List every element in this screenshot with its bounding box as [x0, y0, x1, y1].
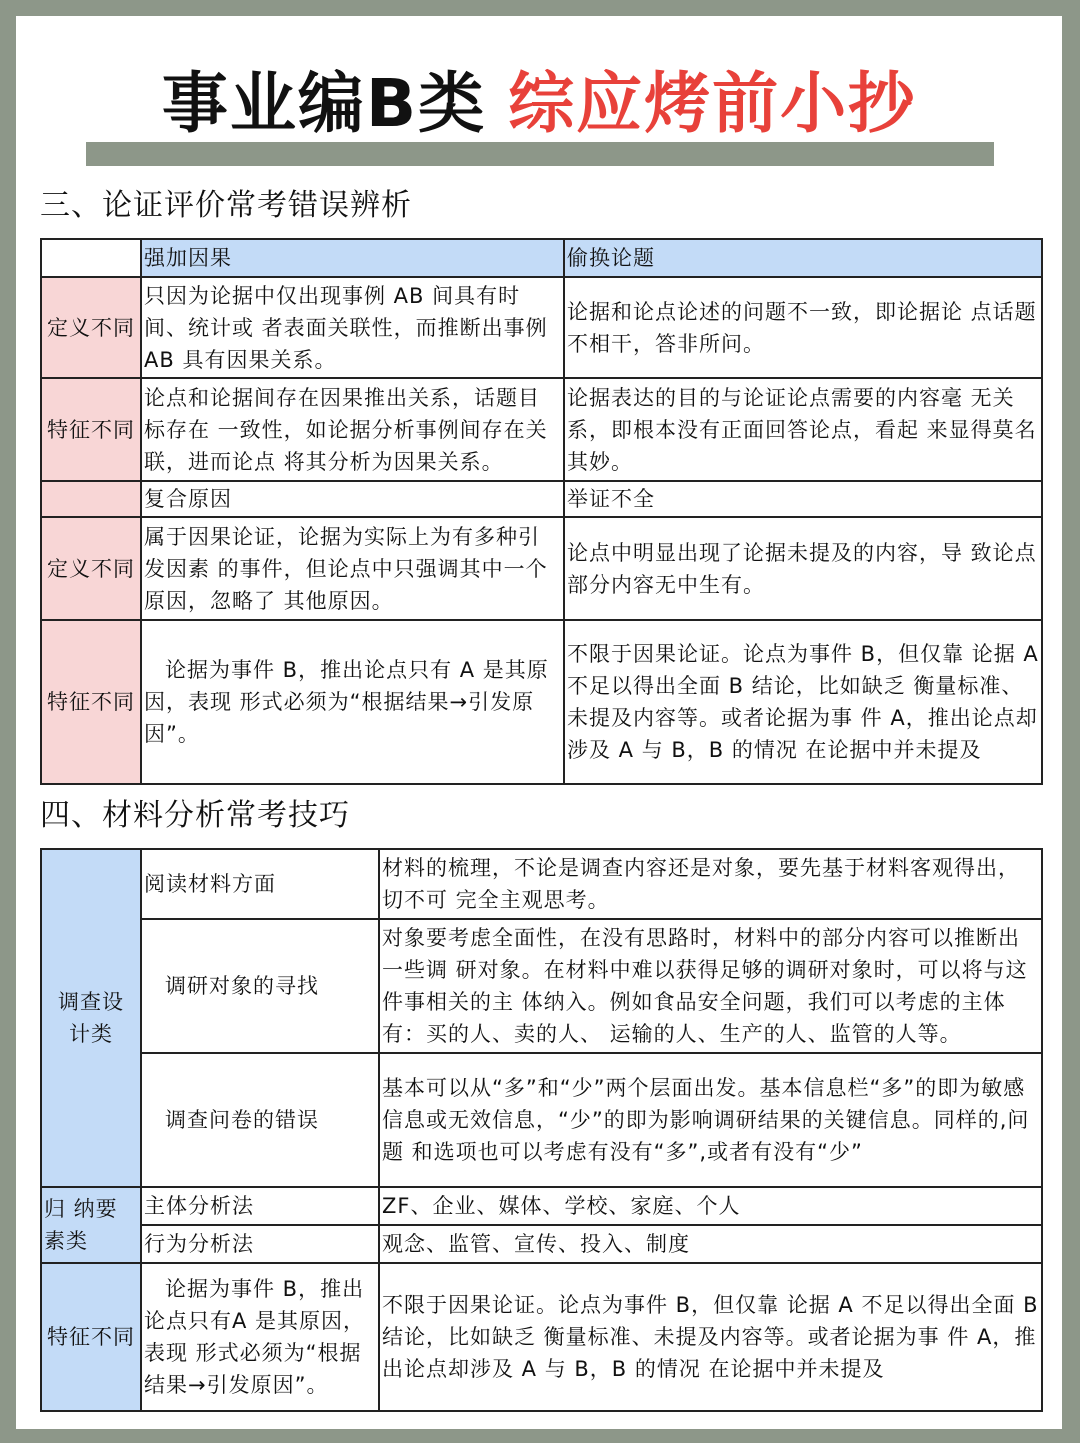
- title-black: 事业编B类: [161, 65, 487, 142]
- table-cell: 论据为事件 B，推出论点只有A 是其原因，表现 形式必须为“根据结果→引发原因”。: [141, 1263, 379, 1411]
- title-red: 综应烤前小抄: [508, 65, 917, 142]
- row-label: 阅读材料方面: [141, 849, 379, 919]
- row-label: 主体分析法: [141, 1187, 379, 1225]
- empty-cell: [41, 239, 141, 277]
- table-cell: 论据和论点论述的问题不一致，即论据论 点话题不相干，答非所问。: [564, 277, 1042, 378]
- table-row: [41, 277, 1042, 378]
- row-label: 定义不同: [41, 517, 141, 620]
- header-cell: 举证不全: [564, 481, 1042, 517]
- page: [16, 16, 1062, 1429]
- table-row: [41, 849, 1042, 919]
- table-cell: 基本可以从“多”和“少”两个层面出发。基本信息栏“多”的即为敏感信息或无效信息，“少”的即为影响调研结果的关键信息。同样的,问题 和选项也可以考虑有没有“多”,或者有没有“少”: [379, 1053, 1042, 1187]
- table-row: [41, 620, 1042, 784]
- table-cell: 论据表达的目的与论证论点需要的内容毫 无关系，即根本没有正面回答论点，看起 来显得莫名其妙。: [564, 378, 1042, 481]
- section4-table: [40, 848, 1043, 1412]
- row-label: 行为分析法: [141, 1225, 379, 1263]
- row-label: 调查问卷的错误: [141, 1053, 379, 1187]
- page-title: [16, 64, 1062, 144]
- table-row: [41, 517, 1042, 620]
- table-row: [41, 1187, 1042, 1225]
- row-label: 调研对象的寻找: [141, 919, 379, 1053]
- table-cell: ZF、企业、媒体、学校、家庭、个人: [379, 1187, 1042, 1225]
- table-cell: 属于因果论证，论据为实际上为有多种引发因素 的事件，但论点中只强调其中一个原因，忽略了 其他原因。: [141, 517, 564, 620]
- table-cell: 论点和论据间存在因果推出关系，话题目标存在 一致性，如论据分析事例间存在关联，进而论点 将其分析为因果关系。: [141, 378, 564, 481]
- table-cell: 材料的梳理，不论是调查内容还是对象，要先基于材料客观得出，切不可 完全主观思考。: [379, 849, 1042, 919]
- group-label-survey: 调查设 计类: [41, 849, 141, 1187]
- title-underline-bar: [86, 142, 994, 166]
- row-label: 特征不同: [41, 620, 141, 784]
- header-cell: 复合原因: [141, 481, 564, 517]
- table-cell: 论点中明显出现了论据未提及的内容，导 致论点部分内容无中生有。: [564, 517, 1042, 620]
- table-row: [41, 481, 1042, 517]
- table-row: [41, 919, 1042, 1053]
- table-row: [41, 1263, 1042, 1411]
- empty-cell: [41, 481, 141, 517]
- table-row: [41, 1225, 1042, 1263]
- header-cell: 强加因果: [141, 239, 564, 277]
- table-row: [41, 378, 1042, 481]
- table-cell: 只因为论据中仅出现事例 AB 间具有时间、统计或 者表面关联性，而推断出事例 AB 具有因果关系。: [141, 277, 564, 378]
- table-row: [41, 239, 1042, 277]
- header-cell: 偷换论题: [564, 239, 1042, 277]
- table-cell: 不限于因果论证。论点为事件 B，但仅靠 论据 A 不足以得出全面 B 结论，比如缺乏 衡量标准、未提及内容等。或者论据为事 件 A，推出论点却涉及 A 与 B，B 的情况 在论据中并未提及: [379, 1263, 1042, 1411]
- table-row: [41, 1053, 1042, 1187]
- table-cell: 不限于因果论证。论点为事件 B，但仅靠 论据 A 不足以得出全面 B 结论，比如缺乏 衡量标准、未提及内容等。或者论据为事 件 A，推出论点却涉及 A 与 B，B 的情况 在论据中并未提及: [564, 620, 1042, 784]
- row-label: 特征不同: [41, 1263, 141, 1411]
- table-cell: 论据为事件 B，推出论点只有 A 是其原因，表现 形式必须为“根据结果→引发原因”。: [141, 620, 564, 784]
- table-cell: 观念、监管、宣传、投入、制度: [379, 1225, 1042, 1263]
- group-label-elements: 归 纳要 素类: [41, 1187, 141, 1263]
- section3-table: [40, 238, 1043, 785]
- table-cell: 对象要考虑全面性，在没有思路时，材料中的部分内容可以推断出一些调 研对象。在材料中难以获得足够的调研对象时，可以将与这件事相关的主 体纳入。例如食品安全问题，我们可以考虑的主体有：买的人、卖的人、 运输的人、生产的人、监管的人等。: [379, 919, 1042, 1053]
- section4-heading: 四、材料分析常考技巧: [40, 798, 350, 833]
- row-label: 定义不同: [41, 277, 141, 378]
- section3-heading: 三、论证评价常考错误辨析: [40, 188, 412, 223]
- row-label: 特征不同: [41, 378, 141, 481]
